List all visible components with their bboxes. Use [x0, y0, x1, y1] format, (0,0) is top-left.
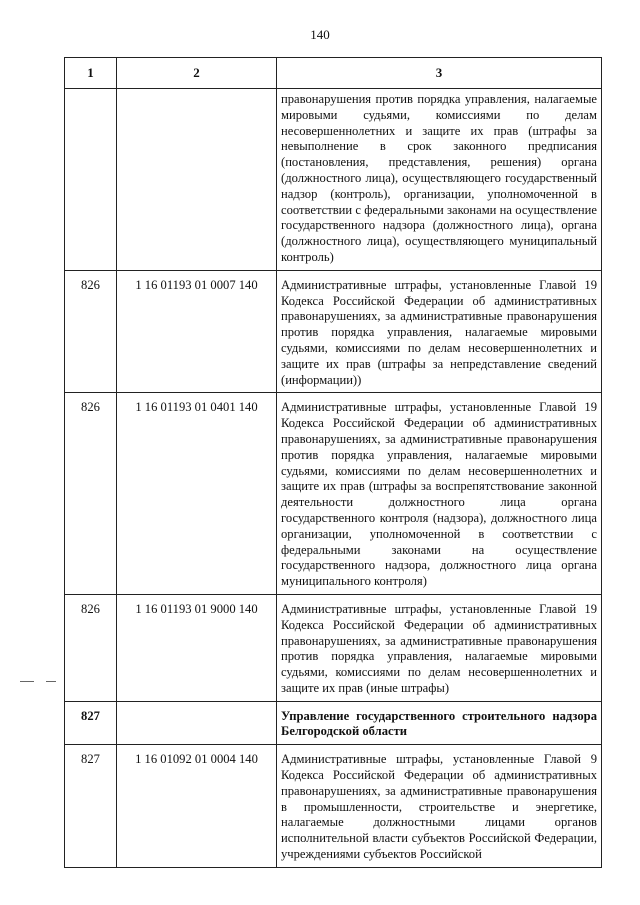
table-row	[65, 393, 602, 595]
column-header-3: 3	[277, 58, 602, 89]
admin-code-cell: 827	[65, 745, 117, 868]
page-number: 140	[310, 27, 330, 42]
scan-mark	[20, 681, 34, 682]
admin-code-cell: 826	[65, 594, 117, 701]
admin-code-cell: 826	[65, 270, 117, 393]
column-header-1: 1	[65, 58, 117, 89]
description-cell: правонарушения против порядка управления, налагаемые мировыми судьями, комиссиями по делам несовершеннолетних и защите их прав (штрафы за невыполнение в срок законного предписания (постановления, представления, решения) органа (должностного лица), осуществляющего государственный надзор (контроль), организации, уполномоченной в соответствии с федеральными законами на осуществление государственного надзора (должностного лица), органа (должностного лица), осуществляющего муниципальный контроль)	[277, 89, 602, 271]
kbk-code-cell: 1 16 01193 01 9000 140	[117, 594, 277, 701]
kbk-code-cell	[117, 89, 277, 271]
admin-code-cell: 827	[65, 701, 117, 745]
description-cell: Административные штрафы, установленные Главой 19 Кодекса Российской Федерации об административных правонарушениях, за административные правонарушения против порядка управления, налагаемые мировыми судьями, комиссиями по делам несовершеннолетних и защите их прав (штрафы за непредставление сведений (информации))	[277, 270, 602, 393]
admin-code-cell	[65, 89, 117, 271]
kbk-code-cell	[117, 701, 277, 745]
admin-code-cell: 826	[65, 393, 117, 595]
table-row	[65, 270, 602, 393]
revenue-code-table	[64, 57, 602, 868]
header-row	[65, 58, 602, 89]
table-row	[65, 594, 602, 701]
kbk-code-cell: 1 16 01193 01 0401 140	[117, 393, 277, 595]
table-row	[65, 745, 602, 868]
agency-name-cell: Управление государственного строительного надзора Белгородской области	[277, 701, 602, 745]
scan-mark	[46, 681, 56, 682]
description-cell: Административные штрафы, установленные Главой 9 Кодекса Российской Федерации об административных правонарушениях, за административные правонарушения в промышленности, строительстве и энергетике, налагаемые должностными лицами органов исполнительной власти субъектов Российской Федерации, учреждениями субъектов Российской	[277, 745, 602, 868]
kbk-code-cell: 1 16 01193 01 0007 140	[117, 270, 277, 393]
column-header-2: 2	[117, 58, 277, 89]
table-row	[65, 89, 602, 271]
table-row-agency-header	[65, 701, 602, 745]
kbk-code-cell: 1 16 01092 01 0004 140	[117, 745, 277, 868]
description-cell: Административные штрафы, установленные Главой 19 Кодекса Российской Федерации об административных правонарушениях, за административные правонарушения против порядка управления, налагаемые мировыми судьями, комиссиями по делам несовершеннолетних и защите их прав (иные штрафы)	[277, 594, 602, 701]
description-cell: Административные штрафы, установленные Главой 19 Кодекса Российской Федерации об административных правонарушениях, за административные правонарушения против порядка управления, налагаемые мировыми судьями, комиссиями по делам несовершеннолетних и защите их прав (штрафы за воспрепятствование законной деятельности должностного лица органа государственного контроля (надзора), должностного лица организации, уполномоченной в соответствии с федеральными законами на осуществление государственного надзора, должностного лица органа муниципального контроля)	[277, 393, 602, 595]
